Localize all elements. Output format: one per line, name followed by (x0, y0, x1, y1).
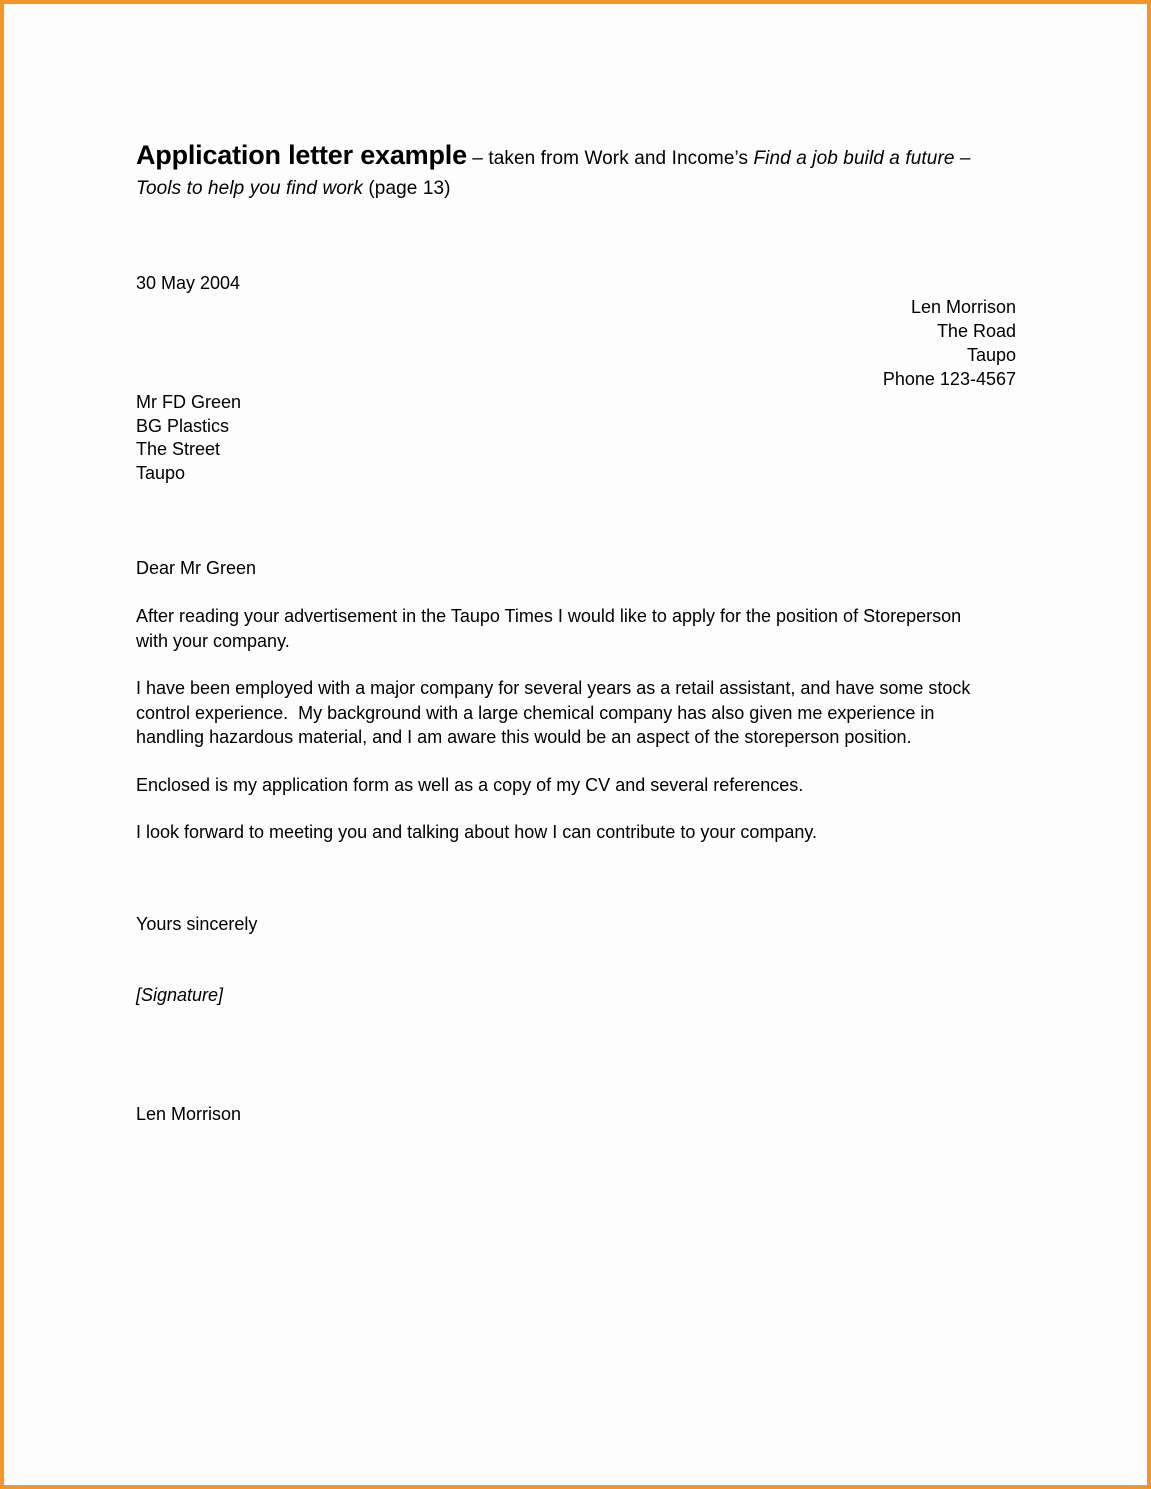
body-paragraph: After reading your advertisement in the Taupo Times I would like to apply for the position of Storeperson with your company. (136, 606, 967, 651)
sender-line: The Road (936, 321, 1016, 341)
document-heading (136, 140, 1021, 204)
sender-line: Phone 123-4567 (882, 369, 1016, 389)
salutation: Dear Mr Green (136, 558, 257, 578)
sender-line: Len Morrison (910, 297, 1016, 317)
sender-line: Taupo (966, 345, 1016, 365)
heading-source-prefix: – taken from Work and Income’s (466, 148, 754, 169)
letter-date: 30 May 2004 (136, 273, 241, 293)
recipient-line: The Street (136, 439, 221, 459)
body-paragraph: Enclosed is my application form as well as a copy of my CV and several references. (136, 774, 804, 795)
signer-name: Len Morrison (136, 1104, 242, 1124)
heading-title: Application letter example (136, 140, 467, 170)
body-paragraph: I look forward to meeting you and talking about how I can contribute to your company. (136, 822, 818, 842)
recipient-address-block (136, 391, 241, 485)
recipient-line: Mr FD Green (136, 392, 242, 412)
closing-salutation: Yours sincerely (136, 914, 258, 934)
recipient-line: Taupo (136, 462, 186, 483)
heading-source-page: (page 13) (362, 178, 451, 199)
letter-body (136, 604, 992, 868)
signature-placeholder: [Signature] (136, 985, 224, 1005)
recipient-line: BG Plastics (136, 415, 230, 436)
body-paragraph: I have been employed with a major company for several years as a retail assistant, and have some stock control experience. My background with a large chemical company has also given me experience in handling hazardous material, and I am aware this would be an aspect of the storeperson position. (136, 678, 976, 747)
heading-source-title: Find a job build a future – Tools to help you find work (136, 148, 971, 199)
sender-address-block (883, 295, 1016, 391)
